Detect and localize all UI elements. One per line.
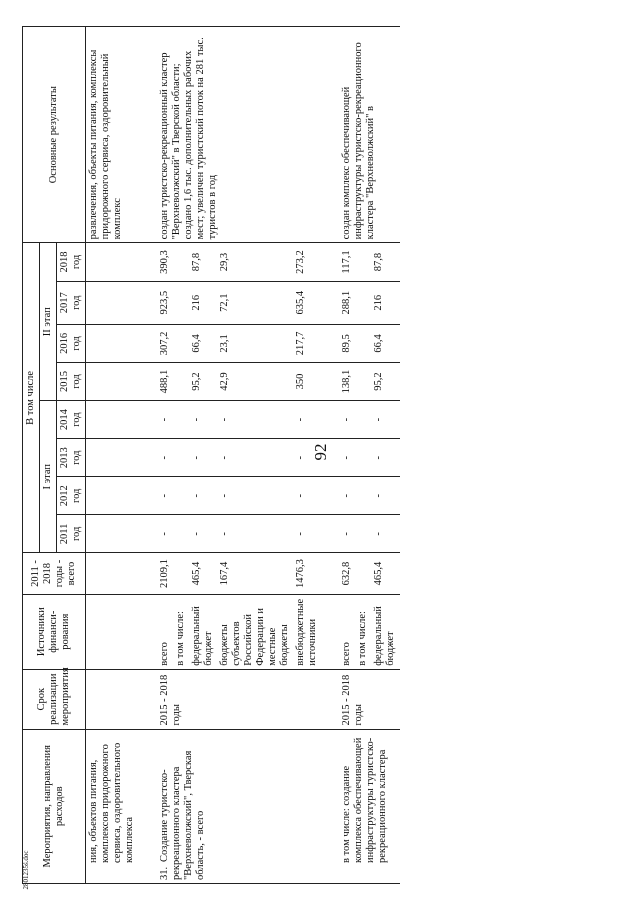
value-cell: 465,4 [189, 553, 217, 594]
value-cell: 89,5 [339, 324, 355, 362]
value-cell: 167,4 [217, 553, 293, 594]
value-cell: - [217, 477, 293, 515]
header-year: 2017 год [57, 281, 86, 324]
value-cell: - [293, 515, 321, 553]
value-cell: - [339, 439, 355, 477]
value-cell: 2109,1 [157, 553, 173, 594]
value-cell: 117,1 [339, 243, 355, 281]
header-measure: Мероприятия, направления расходов [23, 729, 86, 883]
results-cell: создан туристско-рекреационный кластер "Верхневолжский" в Тверской области; создано 1,6 тыс. дополнительных рабочих мест; увеличен туристский поток на 281 тыс. туристов в год [157, 27, 340, 243]
value-cell: - [293, 477, 321, 515]
source-cell: в том числе: [355, 594, 371, 669]
header-including: В том числе [23, 243, 40, 553]
value-cell: 87,8 [189, 243, 217, 281]
header-year: 2014 год [57, 401, 86, 439]
value-cell: 632,8 [339, 553, 355, 594]
results-cell: развлечения, объекты питания, комплексы придорожного сервиса, оздоровительный комплекс [86, 27, 139, 243]
results-cell: создан комплекс обеспечивающей инфраструктуры туристско-рекреационного кластера "Верхневолжский" в [339, 27, 399, 243]
value-cell: - [157, 401, 173, 439]
term-cell: 2015 - 2018 годы [157, 669, 340, 729]
value-cell: - [293, 439, 321, 477]
value-cell: 273,2 [293, 243, 321, 281]
value-cell: 216 [189, 281, 217, 324]
value-cell: 66,4 [371, 324, 399, 362]
value-cell: 288,1 [339, 281, 355, 324]
value-cell: - [293, 401, 321, 439]
header-year: 2015 год [57, 362, 86, 400]
source-cell: внебюджетные источники [293, 594, 321, 669]
value-cell: 923,5 [157, 281, 173, 324]
source-cell: всего [157, 594, 173, 669]
header-year: 2016 год [57, 324, 86, 362]
value-cell: - [339, 401, 355, 439]
measure-cell [157, 729, 340, 883]
source-cell: бюджеты субъектов Российской Федерации и местные бюджеты [217, 594, 293, 669]
source-cell: в том числе: [173, 594, 189, 669]
header-total: 2011 - 2018 годы - всего [23, 553, 86, 594]
table-body [86, 27, 400, 884]
value-cell: 72,1 [217, 281, 293, 324]
value-cell: 635,4 [293, 281, 321, 324]
value-cell: - [217, 401, 293, 439]
value-cell: - [371, 401, 399, 439]
header-sources: Источники финанси-рования [23, 594, 86, 669]
value-cell: 95,2 [371, 362, 399, 400]
table-row [339, 27, 355, 884]
value-cell: - [189, 477, 217, 515]
document-footer-id: 2801235ś.doc [22, 850, 30, 890]
value-cell: 216 [371, 281, 399, 324]
value-cell: 29,3 [217, 243, 293, 281]
header-year: 2011 год [57, 515, 86, 553]
value-cell: - [371, 515, 399, 553]
value-cell: 217,7 [293, 324, 321, 362]
value-cell: - [157, 515, 173, 553]
value-cell: - [371, 439, 399, 477]
header-term: Срок реализации мероприятия [23, 669, 86, 729]
header-results: Основные результаты [23, 27, 86, 243]
value-cell: - [371, 477, 399, 515]
table-row [157, 27, 173, 884]
header-year: 2013 год [57, 439, 86, 477]
term-cell: 2015 - 2018 годы [339, 669, 399, 729]
value-cell: 465,4 [371, 553, 399, 594]
header-year: 2012 год [57, 477, 86, 515]
table-header [23, 27, 86, 884]
value-cell: - [157, 439, 173, 477]
value-cell: 87,8 [371, 243, 399, 281]
source-cell: федеральный бюджет [371, 594, 399, 669]
value-cell: - [217, 515, 293, 553]
header-year: 2018 год [57, 243, 86, 281]
header-stage-1: I этап [40, 401, 57, 553]
value-cell: - [189, 401, 217, 439]
page-number: 92 [311, 443, 330, 461]
header-stage-2: II этап [40, 243, 57, 401]
value-cell: 138,1 [339, 362, 355, 400]
value-cell: 390,3 [157, 243, 173, 281]
value-cell: - [339, 477, 355, 515]
item-number: 31. [158, 866, 170, 880]
source-cell: федеральный бюджет [189, 594, 217, 669]
value-cell: 1476,3 [293, 553, 321, 594]
value-cell: - [339, 515, 355, 553]
source-cell: всего [339, 594, 355, 669]
value-cell: - [217, 439, 293, 477]
measure-cell: ния, объектов питания, комплексов придорожного сервиса, оздоровительного комплекса [86, 729, 139, 883]
value-cell: - [157, 477, 173, 515]
value-cell: 42,9 [217, 362, 293, 400]
value-cell: - [189, 439, 217, 477]
budget-table [22, 26, 400, 884]
rotated-landscape-page [22, 26, 622, 884]
measure-cell: в том числе: создание комплекса обеспечивающей инфраструктуры туристско-рекреационного кластера [339, 729, 399, 883]
value-cell: 488,1 [157, 362, 173, 400]
measure-text: Создание туристско-рекреационного кластера "Верхневолжский", Тверская область, - всего [158, 750, 206, 880]
value-cell: - [189, 515, 217, 553]
value-cell: 66,4 [189, 324, 217, 362]
value-cell: 350 [293, 362, 321, 400]
table-row [86, 27, 139, 884]
value-cell: 23,1 [217, 324, 293, 362]
value-cell: 95,2 [189, 362, 217, 400]
value-cell: 307,2 [157, 324, 173, 362]
